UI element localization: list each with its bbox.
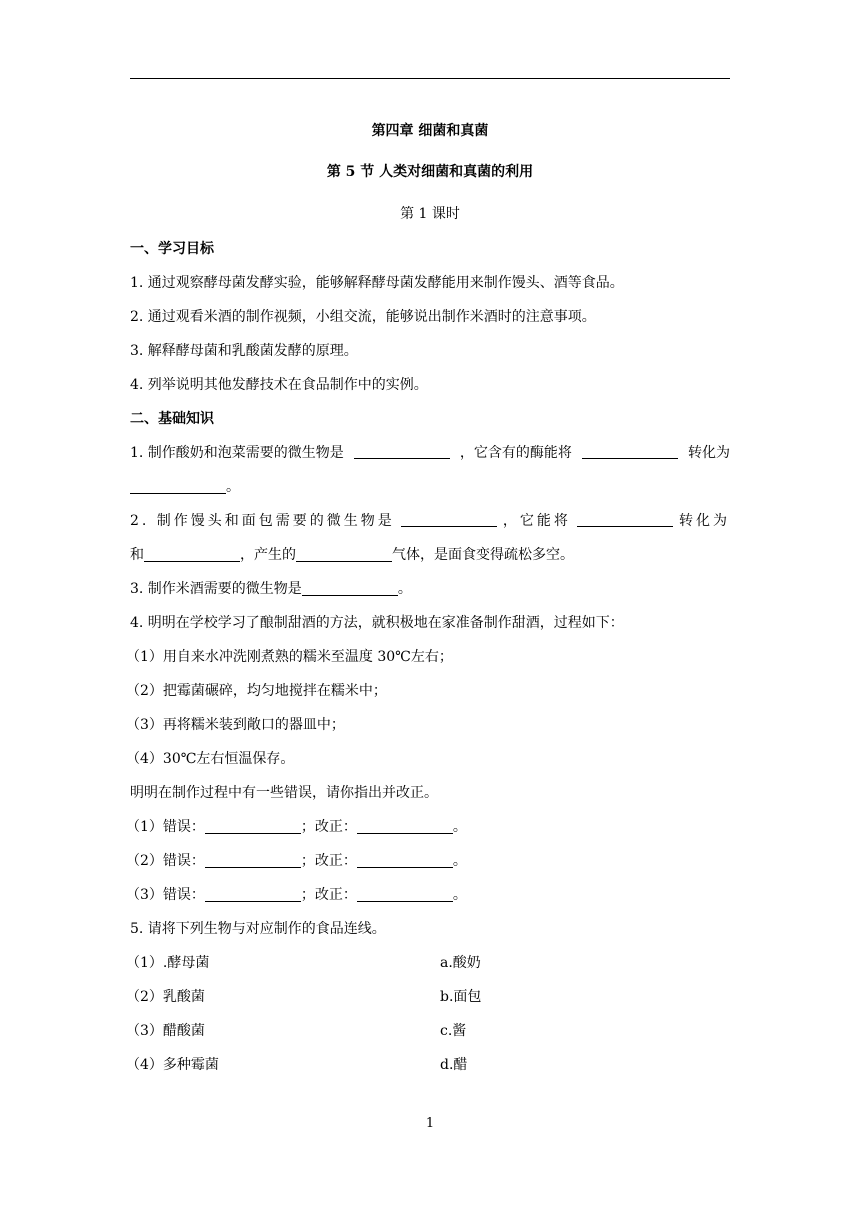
answer-blank[interactable]	[577, 512, 673, 527]
match-left-item: （1）.酵母菌	[126, 955, 210, 971]
match-right-item: d.醋	[440, 1057, 468, 1073]
question-4-prompt: 明明在制作过程中有一些错误，请你指出并改正。	[130, 785, 438, 801]
goals-heading: 一、学习目标	[130, 241, 214, 257]
header-rule	[130, 78, 730, 79]
q2-text: 2. 制作馒头和面包需要的微生物是	[130, 513, 395, 529]
goal-item: 1. 通过观察酵母菌发酵实验，能够解释酵母菌发酵能用来制作馒头、酒等食品。	[130, 275, 624, 291]
q1-text: 1. 制作酸奶和泡菜需要的微生物是	[130, 445, 344, 461]
answer-label: 。	[452, 887, 467, 903]
question-4-answer-row	[126, 852, 467, 870]
question-4-step: （2）把霉菌碾碎，均匀地搅拌在糯米中；	[126, 683, 387, 699]
match-left-item: （2）乳酸菌	[126, 989, 205, 1005]
question-2-line-1	[130, 512, 730, 530]
q2-text: 和	[130, 547, 144, 563]
answer-label: （2）错误：	[126, 853, 205, 869]
question-5-intro: 5. 请将下列生物与对应制作的食品连线。	[130, 921, 386, 937]
q2-text: 转化为	[679, 513, 730, 529]
answer-blank[interactable]	[302, 581, 398, 596]
q2-text: ，它能将	[502, 513, 571, 529]
answer-blank[interactable]	[357, 887, 453, 902]
q2-text: ，产生的	[240, 547, 296, 563]
question-1-line-1	[130, 444, 730, 462]
answer-label: 。	[452, 853, 467, 869]
match-left-item: （4）多种霉菌	[126, 1057, 219, 1073]
answer-blank[interactable]	[144, 547, 240, 562]
goal-item: 4. 列举说明其他发酵技术在食品制作中的实例。	[130, 377, 428, 393]
page-number: 1	[425, 1116, 435, 1131]
question-2-line-2	[130, 546, 574, 564]
question-4-step: （4）30℃左右恒温保存。	[126, 751, 295, 767]
question-4-step: （1）用自来水冲洗刚煮熟的糯米至温度 30℃左右；	[126, 649, 453, 665]
lesson-title: 第 1 课时	[400, 206, 460, 222]
goal-item: 2. 通过观看米酒的制作视频，小组交流，能够说出制作米酒时的注意事项。	[130, 309, 596, 325]
question-4-step: （3）再将糯米装到敞口的器皿中；	[126, 717, 345, 733]
answer-blank[interactable]	[357, 819, 453, 834]
answer-label: 。	[452, 819, 467, 835]
q3-text: 。	[397, 581, 412, 597]
answer-blank[interactable]	[354, 444, 450, 459]
q1-text: 。	[226, 479, 240, 495]
answer-blank[interactable]	[582, 444, 678, 459]
basics-heading: 二、基础知识	[130, 411, 214, 427]
answer-blank[interactable]	[296, 547, 392, 562]
question-4-answer-row	[126, 886, 467, 904]
answer-blank[interactable]	[130, 479, 226, 494]
chapter-title: 第四章 细菌和真菌	[371, 123, 489, 139]
q3-text: 3. 制作米酒需要的微生物是	[130, 581, 302, 597]
answer-blank[interactable]	[401, 512, 497, 527]
match-right-item: c.酱	[440, 1023, 467, 1039]
question-3	[130, 580, 412, 598]
answer-label: （1）错误：	[126, 819, 205, 835]
answer-label: ；改正：	[300, 819, 357, 835]
question-4-intro: 4. 明明在学校学习了酿制甜酒的方法，就积极地在家准备制作甜酒，过程如下：	[130, 615, 624, 631]
question-4-answer-row	[126, 818, 467, 836]
q1-text: ，它含有的酶能将	[459, 445, 572, 461]
match-right-item: b.面包	[440, 989, 482, 1005]
q2-text: 气体，是面食变得疏松多空。	[392, 547, 574, 563]
section-title: 第 5 节 人类对细菌和真菌的利用	[326, 164, 534, 180]
question-1-line-2	[130, 478, 240, 496]
answer-blank[interactable]	[205, 853, 301, 868]
answer-label: （3）错误：	[126, 887, 205, 903]
answer-blank[interactable]	[205, 887, 301, 902]
q1-text: 转化为	[688, 445, 730, 461]
match-left-item: （3）醋酸菌	[126, 1023, 205, 1039]
answer-label: ；改正：	[300, 853, 357, 869]
match-right-item: a.酸奶	[440, 955, 481, 971]
answer-blank[interactable]	[205, 819, 301, 834]
answer-label: ；改正：	[300, 887, 357, 903]
goal-item: 3. 解释酵母菌和乳酸菌发酵的原理。	[130, 343, 358, 359]
answer-blank[interactable]	[357, 853, 453, 868]
